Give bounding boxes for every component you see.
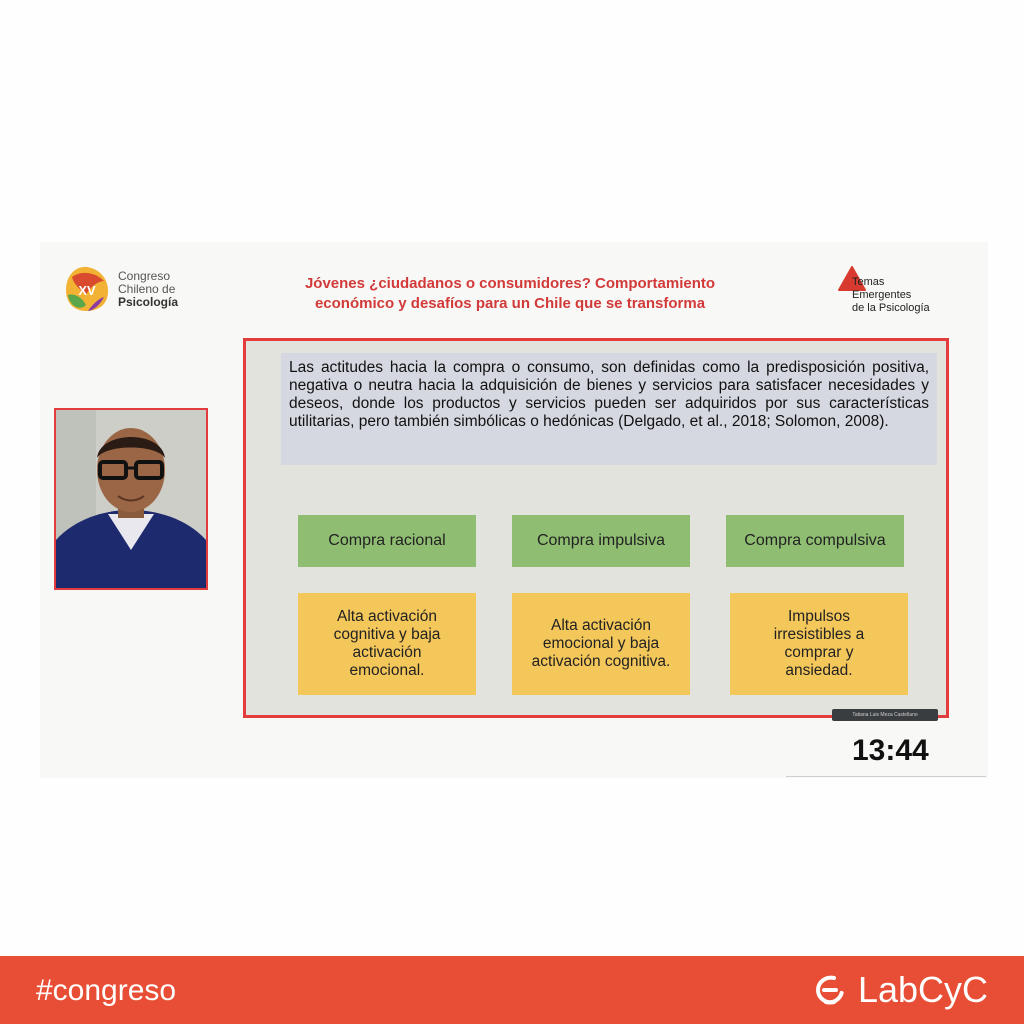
description-compra-compulsiva [730,593,908,695]
clock-time: 13:44 [852,734,929,767]
slide-title-line2: económico y desafíos para un Chile que se transforma [314,295,706,312]
labcyc-logo [812,970,988,1010]
hashtag-text: #congreso [36,974,177,1007]
temas-emergentes-logo [838,266,978,316]
temas-logo-text [852,276,930,315]
congreso-logo-icon [64,265,110,313]
labcyc-logo-icon [812,972,848,1008]
definition-quote: Las actitudes hacia la compra o consumo, son definidas como la predisposición positiva, negativa o neutra hacia la adquisición de bienes y servicios para satisfacer necesidades y deseos, donde los productos y servicios pueden ser adquiridos por sus características utilitarias, pero también simbólicas o hedónicas (Delgado, et al., 2018; Solomon, 2008). [281,353,937,465]
logo-line2: Chileno de [118,282,176,296]
description-text: Alta activación cognitiva y baja activación emocional. [333,608,441,679]
speaker-webcam [54,408,208,590]
temas-line1: Temas [852,276,885,288]
category-compra-compulsiva: Compra compulsiva [726,515,904,567]
slide-title-line1: Jóvenes ¿ciudadanos o consumidores? Comportamiento [304,275,716,292]
speaker-avatar [56,410,206,588]
slide-title [250,274,770,314]
logo-badge: XV [78,283,96,298]
footer-banner [0,956,1024,1024]
brand-text: LabCyC [857,969,988,1010]
category-compra-racional: Compra racional [298,515,476,567]
divider [786,776,986,777]
category-compra-impulsiva: Compra impulsiva [512,515,690,567]
congreso-logo-text [118,270,178,309]
slide-content-panel [243,338,949,718]
logo-line3: Psicología [118,295,179,309]
temas-line3: de la Psicología [852,302,930,314]
description-text: Impulsos irresistibles a comprar y ansiedad. [773,608,865,679]
presenter-name-tooltip: Tatiana Luis Meza Castellano [832,709,938,721]
congreso-logo [64,262,224,322]
temas-line2: Emergentes [852,289,912,301]
description-compra-racional [298,593,476,695]
description-text: Alta activación emocional y baja activación cognitiva. [531,617,671,670]
description-compra-impulsiva [512,593,690,695]
logo-line1: Congreso [118,269,171,283]
